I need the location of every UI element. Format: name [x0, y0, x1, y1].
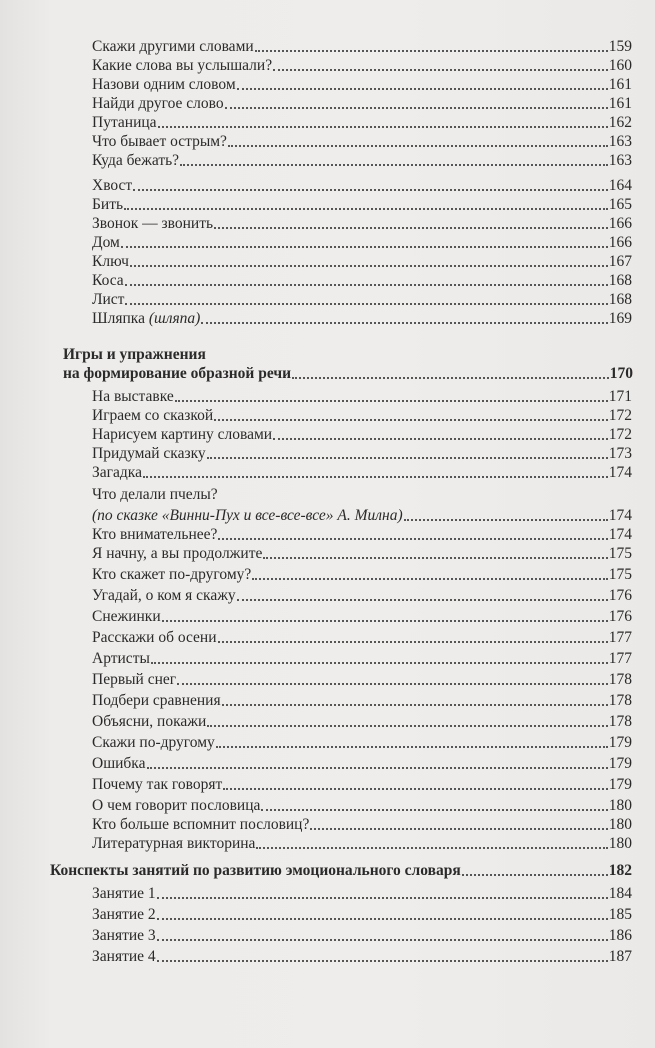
- dot-leader: [201, 322, 607, 324]
- dot-leader: [180, 164, 608, 166]
- entry-page: 174: [608, 526, 632, 543]
- entry-title: [92, 310, 200, 328]
- toc-entry: [92, 177, 632, 195]
- entry-page: 185: [608, 906, 632, 923]
- entry-page: 178: [608, 671, 632, 688]
- dot-leader: [158, 126, 608, 128]
- entry-page: 161: [608, 95, 632, 112]
- dot-leader: [214, 227, 608, 229]
- toc-entry: [92, 906, 632, 924]
- dot-leader: [157, 918, 608, 920]
- entry-page: 169: [608, 310, 632, 327]
- dot-leader: [162, 620, 608, 622]
- toc-entry: [92, 507, 632, 525]
- entry-page: 175: [608, 566, 632, 583]
- entry-page: 177: [608, 629, 632, 646]
- dot-leader: [121, 246, 608, 248]
- entry-title: Угадай, о ком я скажу: [92, 587, 236, 604]
- entry-title: Артисты: [92, 650, 150, 667]
- toc-entry: [92, 215, 632, 233]
- dot-leader: [273, 69, 608, 71]
- entry-title: Кто больше вспомнит пословиц?: [92, 816, 310, 833]
- entry-page: 165: [608, 196, 632, 213]
- toc-entry: [92, 927, 632, 945]
- toc-entry: [92, 407, 632, 425]
- entry-page: 172: [608, 426, 632, 443]
- section-heading: [63, 365, 633, 383]
- dot-leader: [157, 897, 608, 899]
- entry-title: На выставке: [92, 388, 174, 405]
- entry-page: 164: [608, 177, 632, 194]
- entry-page: 187: [608, 948, 632, 965]
- toc-entry: [92, 797, 632, 815]
- dot-leader: [462, 874, 608, 876]
- toc-entry: [92, 95, 632, 113]
- toc-entry: [92, 486, 632, 504]
- entry-title: Нарисуем картину словами: [92, 426, 273, 443]
- entry-page: 178: [608, 713, 632, 730]
- dot-leader: [125, 284, 608, 286]
- entry-title: Что бывает острым?: [92, 133, 227, 150]
- dot-leader: [147, 767, 608, 769]
- dot-leader: [143, 476, 608, 478]
- entry-title: Первый снег: [92, 671, 177, 688]
- entry-title: Снежинки: [92, 608, 161, 625]
- dot-leader: [125, 303, 607, 305]
- entry-title: Кто скажет по-другому?: [92, 566, 252, 583]
- entry-page: 163: [608, 133, 632, 150]
- toc-entry: [92, 291, 632, 309]
- entry-page: 177: [608, 650, 632, 667]
- entry-page: 160: [608, 57, 632, 74]
- entry-title: Занятие 2: [92, 906, 156, 923]
- toc-entry: [92, 629, 632, 647]
- entry-title: Ключ: [92, 253, 129, 270]
- entry-page: 179: [608, 776, 632, 793]
- entry-title: Занятие 4: [92, 948, 156, 965]
- entry-page: 162: [608, 114, 632, 131]
- entry-title: Найди другое слово: [92, 95, 224, 112]
- entry-title: Объясни, покажи: [92, 713, 207, 730]
- entry-title: Играем со сказкой: [92, 407, 214, 424]
- entry-title-italic: (шляпа): [148, 310, 201, 327]
- toc-entry: [92, 671, 632, 689]
- dot-leader: [273, 438, 608, 440]
- dot-leader: [175, 400, 608, 402]
- toc-entry: [92, 152, 632, 170]
- section-page: 182: [608, 862, 632, 879]
- entry-title: Звонок — звонить: [92, 215, 214, 232]
- toc-entry: [92, 57, 632, 75]
- dot-leader: [404, 519, 608, 521]
- toc-entry: [92, 713, 632, 731]
- toc-entry: [92, 755, 632, 773]
- dot-leader: [157, 960, 608, 962]
- entry-title: Подбери сравнения: [92, 692, 221, 709]
- entry-page: 176: [608, 608, 632, 625]
- entry-page: 161: [608, 76, 632, 93]
- section-heading-line2: на формирование образной речи: [63, 365, 291, 382]
- entry-title: Путаница: [92, 114, 157, 131]
- entry-title: Дом: [92, 234, 120, 251]
- toc-entry: [92, 445, 632, 463]
- entry-title: Лист: [92, 291, 125, 308]
- entry-title: Ошибка: [92, 755, 146, 772]
- entry-page: 168: [608, 272, 632, 289]
- entry-page: 178: [608, 692, 632, 709]
- toc-entry: [92, 526, 632, 544]
- toc-entry: [92, 310, 632, 328]
- entry-title: Назови одним словом: [92, 76, 236, 93]
- entry-title: Бить: [92, 196, 124, 213]
- dot-leader: [218, 641, 608, 643]
- entry-title: Коса: [92, 272, 124, 289]
- toc-entry: [92, 587, 632, 605]
- entry-title: Кто внимательнее?: [92, 526, 218, 543]
- dot-leader: [310, 828, 607, 830]
- entry-title: Я начну, а вы продолжите: [92, 545, 263, 562]
- toc-entry: [92, 734, 632, 752]
- entry-page: 168: [608, 291, 632, 308]
- dot-leader: [228, 145, 608, 147]
- entry-title: Занятие 3: [92, 927, 156, 944]
- toc-entry: [92, 133, 632, 151]
- entry-title: Куда бежать?: [92, 152, 180, 169]
- entry-title: Хвост: [92, 177, 133, 194]
- entry-title: Придумай сказку: [92, 445, 206, 462]
- entry-page: 176: [608, 587, 632, 604]
- entry-page: 179: [608, 734, 632, 751]
- section-heading-title: Конспекты занятий по развитию эмоционального словаря: [50, 862, 461, 879]
- toc-entry: [92, 114, 632, 132]
- toc-entry: [92, 566, 632, 584]
- entry-page: 180: [608, 797, 632, 814]
- entry-page: 180: [608, 816, 632, 833]
- toc-entry: [92, 608, 632, 626]
- dot-leader: [261, 809, 607, 811]
- entry-page: 175: [608, 545, 632, 562]
- entry-title: Какие слова вы услышали?: [92, 57, 273, 74]
- entry-page: 172: [608, 407, 632, 424]
- entry-page: 166: [608, 215, 632, 232]
- entry-title: Расскажи об осени: [92, 629, 217, 646]
- dot-leader: [207, 725, 607, 727]
- dot-leader: [225, 107, 608, 109]
- toc-entry: [92, 885, 632, 903]
- dot-leader: [223, 788, 608, 790]
- dot-leader: [292, 377, 609, 379]
- dot-leader: [222, 704, 608, 706]
- entry-title: Почему так говорят: [92, 776, 223, 793]
- entry-page: 166: [608, 234, 632, 251]
- entry-page: 179: [608, 755, 632, 772]
- dot-leader: [237, 599, 608, 601]
- entry-title: Литературная викторина: [92, 835, 256, 852]
- entry-title-main: Шляпка: [92, 310, 145, 327]
- dot-leader: [263, 557, 607, 559]
- entry-title: О чем говорит пословица: [92, 797, 261, 814]
- entry-title: Загадка: [92, 464, 142, 481]
- entry-title: Занятие 1: [92, 885, 156, 902]
- entry-page: 174: [608, 507, 632, 524]
- entry-page: 171: [608, 388, 632, 405]
- dot-leader: [218, 538, 607, 540]
- toc-entry: [92, 253, 632, 271]
- section-page: 170: [609, 365, 633, 382]
- toc-entry: [92, 464, 632, 482]
- toc-entry: [92, 948, 632, 966]
- dot-leader: [207, 457, 608, 459]
- entry-title: Скажи по-другому: [92, 734, 215, 751]
- toc-entry: [92, 426, 632, 444]
- toc-entry: [92, 776, 632, 794]
- entry-page: 163: [608, 152, 632, 169]
- entry-page: 186: [608, 927, 632, 944]
- dot-leader: [157, 939, 608, 941]
- dot-leader: [130, 265, 608, 267]
- toc-entry: [92, 545, 632, 563]
- entry-title: Что делали пчелы?: [92, 486, 218, 503]
- dot-leader: [256, 847, 607, 849]
- entry-title: [92, 507, 403, 525]
- dot-leader: [255, 50, 608, 52]
- toc-entry: [92, 692, 632, 710]
- entry-page: 184: [608, 885, 632, 902]
- toc-entry: [92, 816, 632, 834]
- dot-leader: [151, 662, 608, 664]
- dot-leader: [133, 189, 608, 191]
- toc-entry: [92, 835, 632, 853]
- entry-title: Скажи другими словами: [92, 38, 254, 55]
- entry-page: 180: [608, 835, 632, 852]
- dot-leader: [177, 683, 608, 685]
- dot-leader: [237, 88, 608, 90]
- entry-page: 167: [608, 253, 632, 270]
- entry-page: 159: [608, 38, 632, 55]
- entry-page: 173: [608, 445, 632, 462]
- toc-entry: [92, 388, 632, 406]
- section-heading-line1: Игры и упражнения: [63, 346, 206, 363]
- entry-page: 174: [608, 464, 632, 481]
- toc-entry: [92, 76, 632, 94]
- dot-leader: [216, 746, 608, 748]
- dot-leader: [214, 419, 608, 421]
- toc-entry: [92, 38, 632, 56]
- dot-leader: [124, 208, 608, 210]
- entry-title-italic: (по сказке «Винни-Пух и все-все-все» А. Милна): [92, 507, 403, 524]
- toc-entry: [92, 272, 632, 290]
- dot-leader: [252, 578, 607, 580]
- toc-entry: [92, 196, 632, 214]
- section-heading: [50, 862, 632, 880]
- toc-entry: [92, 234, 632, 252]
- toc-entry: [92, 650, 632, 668]
